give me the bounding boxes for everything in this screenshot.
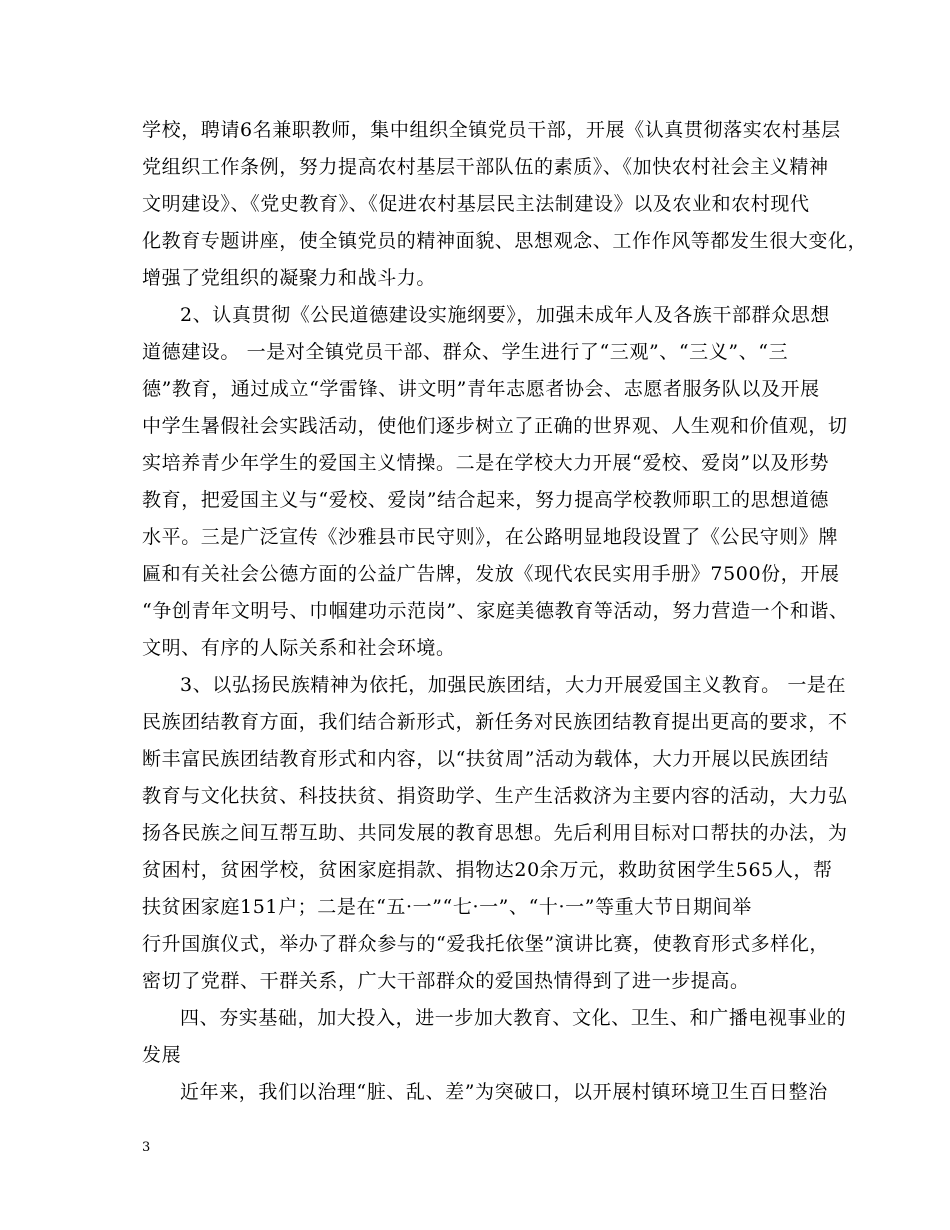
- text-line: 道德建设。 一是对全镇党员干部、群众、学生进行了“三观”、“三义”、“三: [142, 341, 789, 363]
- text-line: 民族团结教育方面，我们结合新形式，新任务对民族团结教育提出更高的要求，不: [142, 711, 848, 733]
- text-line: 增强了党组织的凝聚力和战斗力。: [142, 267, 437, 289]
- text-line: 贫困村，贫困学校，贫困家庭捐款、捐物达20余万元，救助贫困学生565人，帮: [142, 859, 833, 881]
- page-number: 3: [142, 1140, 151, 1155]
- text-line: 德”教育，通过成立“学雷锋、讲文明”青年志愿者协会、志愿者服务队以及开展: [142, 378, 820, 400]
- text-line: 扶贫困家庭151户；二是在“五·一”“七·一”、“十·一”等重大节日期间举: [142, 896, 752, 918]
- text-line: 中学生暑假社会实践活动，使他们逐步树立了正确的世界观、人生观和价值观，切: [142, 415, 848, 437]
- text-line: “争创青年文明号、巾帼建功示范岗”、家庭美德教育等活动，努力营造一个和谐、: [142, 600, 849, 622]
- text-line: 行升国旗仪式，举办了群众参与的“爱我托依堡”演讲比赛，使教育形式多样化，: [142, 933, 830, 955]
- text-line: 实培养青少年学生的爱国主义情操。二是在学校大力开展“爱校、爱岗”以及形势: [142, 452, 830, 474]
- text-line: 文明建设》、《党史教育》、《促进农村基层民主法制建设》以及农业和农村现代: [142, 193, 810, 215]
- text-line: 水平。三是广泛宣传《沙雅县市民守则》，在公路明显地段设置了《公民守则》牌: [142, 526, 839, 548]
- text-line: 教育与文化扶贫、科技扶贫、捐资助学、生产生活救济为主要内容的活动，大力弘: [142, 785, 848, 807]
- text-line: 文明、有序的人际关系和社会环境。: [142, 637, 456, 659]
- text-line: 教育，把爱国主义与“爱校、爱岗”结合起来，努力提高学校教师职工的思想道德: [142, 489, 830, 511]
- paragraph-2-start: 2、认真贯彻《公民道德建设实施纲要》，加强未成年人及各族干部群众思想: [180, 304, 830, 326]
- paragraph-4-start: 近年来，我们以治理“脏、乱、差”为突破口，以开展村镇环境卫生百日整治: [180, 1081, 828, 1103]
- text-line: 学校，聘请6名兼职教师，集中组织全镇党员干部，开展《认真贯彻落实农村基层: [142, 119, 841, 141]
- text-line: 断丰富民族团结教育形式和内容，以“扶贫周”活动为载体，大力开展以民族团结: [142, 748, 830, 770]
- section-heading-4: 四、夯实基础，加大投入，进一步加大教育、文化、卫生、和广播电视事业的: [180, 1007, 847, 1029]
- paragraph-3-start: 3、以弘扬民族精神为依托，加强民族团结，大力开展爱国主义教育。 一是在: [180, 674, 847, 696]
- text-line: 发展: [142, 1044, 182, 1066]
- text-line: 密切了党群、干群关系，广大干部群众的爱国热情得到了进一步提高。: [142, 970, 750, 992]
- text-line: 党组织工作条例，努力提高农村基层干部队伍的素质》、《加快农村社会主义精神: [142, 156, 829, 178]
- text-line: 扬各民族之间互帮互助、共同发展的教育思想。先后利用目标对口帮扶的办法，为: [142, 822, 848, 844]
- text-line: 化教育专题讲座，使全镇党员的精神面貌、思想观念、工作作风等都发生很大变化，: [142, 230, 868, 252]
- text-line: 匾和有关社会公德方面的公益广告牌，发放《现代农民实用手册》7500份，开展: [142, 563, 840, 585]
